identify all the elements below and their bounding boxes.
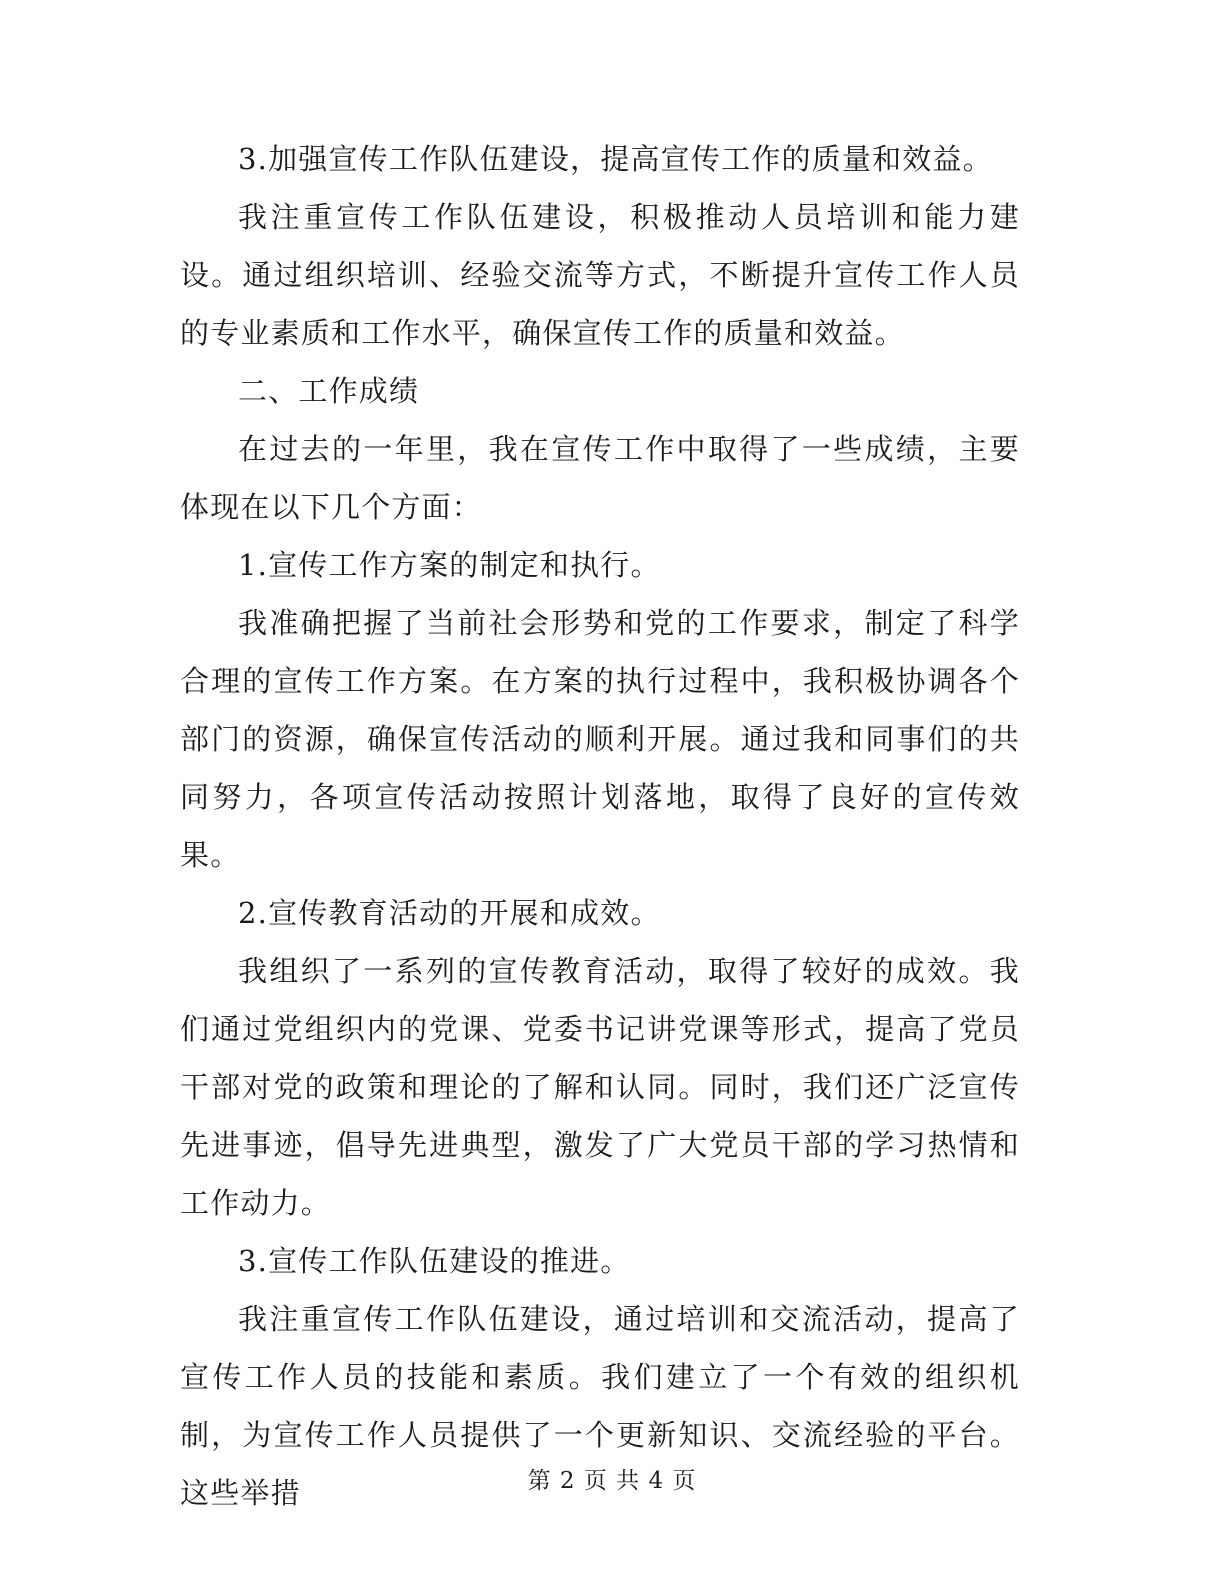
paragraph: 3.加强宣传工作队伍建设，提高宣传工作的质量和效益。 bbox=[238, 142, 993, 176]
paragraph: 我组织了一系列的宣传教育活动，取得了较好的成效。我们通过党组织内的党课、党委书记讲党课等形式，提高了党员干部对党的政策和理论的了解和认同。同时，我们还广泛宣传先进事迹，倡导先进典型，激发了广大党员干部的学习热情和工作动力。 bbox=[180, 954, 1020, 1220]
section-heading: 二、工作成绩 bbox=[238, 374, 420, 408]
subheading: 3.宣传工作队伍建设的推进。 bbox=[238, 1244, 631, 1278]
page-number: 第 2 页 共 4 页 bbox=[527, 1468, 697, 1494]
document-body bbox=[180, 130, 1020, 1522]
paragraph: 我注重宣传工作队伍建设，积极推动人员培训和能力建设。通过组织培训、经验交流等方式，不断提升宣传工作人员的专业素质和工作水平，确保宣传工作的质量和效益。 bbox=[180, 200, 1020, 350]
subheading: 1.宣传工作方案的制定和执行。 bbox=[238, 548, 661, 582]
paragraph: 我准确把握了当前社会形势和党的工作要求，制定了科学合理的宣传工作方案。在方案的执行过程中，我积极协调各个部门的资源，确保宣传活动的顺利开展。通过我和同事们的共同努力，各项宣传活动按照计划落地，取得了良好的宣传效果。 bbox=[180, 606, 1020, 872]
paragraph: 我注重宣传工作队伍建设，通过培训和交流活动，提高了宣传工作人员的技能和素质。我们建立了一个有效的组织机制，为宣传工作人员提供了一个更新知识、交流经验的平台。这些举措 bbox=[180, 1302, 1020, 1510]
paragraph: 在过去的一年里，我在宣传工作中取得了一些成绩，主要体现在以下几个方面： bbox=[180, 432, 1020, 524]
subheading: 2.宣传教育活动的开展和成效。 bbox=[238, 896, 661, 930]
